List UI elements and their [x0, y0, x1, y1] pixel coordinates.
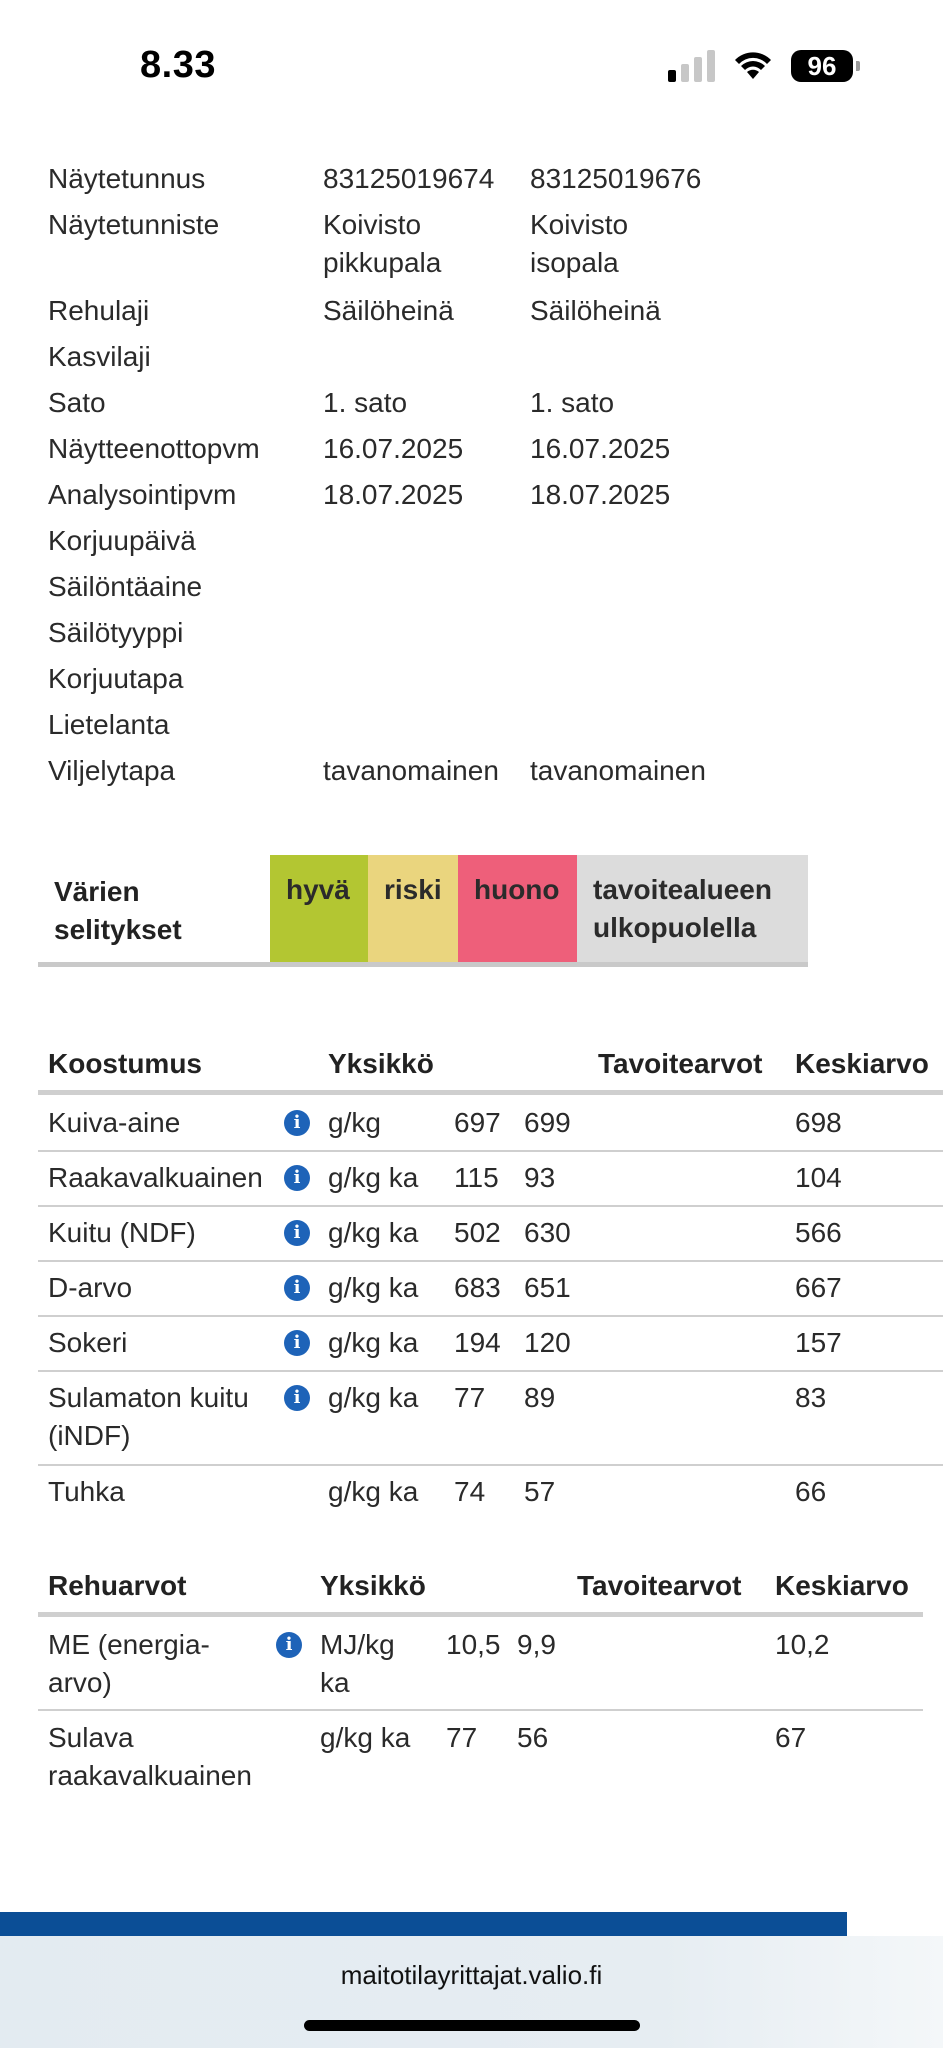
legend-outside: tavoitealueen ulkopuolella [577, 855, 808, 962]
info-value-2: 1. sato [530, 387, 615, 418]
row-name: Kuiva-aine [48, 1107, 181, 1138]
row-average: 83 [795, 1382, 827, 1413]
row-average: 66 [795, 1476, 827, 1507]
row-name: Kuitu (NDF) [48, 1217, 196, 1248]
row-value-1: 697 [454, 1107, 501, 1138]
row-value-2: 651 [524, 1272, 571, 1303]
row-value-2: 56 [517, 1722, 549, 1753]
row-unit: g/kg ka [328, 1217, 419, 1248]
brand-bar [0, 1912, 847, 1936]
info-value-2: tavanomainen [530, 755, 706, 786]
row-average: 698 [795, 1107, 842, 1138]
row-unit: g/kg ka [328, 1272, 419, 1303]
row-value-2: 93 [524, 1162, 556, 1193]
row-name: Sulava raakavalkuainen [48, 1722, 252, 1791]
row-divider [38, 1709, 923, 1711]
row-unit: g/kg ka [328, 1476, 419, 1507]
info-value-1: 18.07.2025 [323, 479, 464, 510]
row-unit: g/kg ka [328, 1162, 419, 1193]
row-divider [38, 1150, 943, 1152]
info-value-2: 83125019676 [530, 163, 702, 194]
row-value-2: 9,9 [517, 1629, 556, 1660]
legend-bad: huono [458, 855, 577, 962]
row-divider [38, 1464, 943, 1466]
row-value-1: 10,5 [446, 1629, 501, 1660]
row-divider [38, 1315, 943, 1317]
row-average: 67 [775, 1722, 807, 1753]
info-label: Säilötyyppi [48, 617, 184, 648]
row-divider [38, 1260, 943, 1262]
address-url[interactable]: maitotilayrittajat.valio.fi [340, 1960, 603, 1990]
info-label: Analysointipvm [48, 479, 237, 510]
info-label: Sato [48, 387, 106, 418]
info-label: Näytetunnus [48, 163, 206, 194]
row-value-1: 502 [454, 1217, 501, 1248]
column-header-unit: Yksikkö [320, 1570, 426, 1601]
row-value-2: 699 [524, 1107, 571, 1138]
row-unit: g/kg ka [320, 1722, 411, 1753]
column-header-name: Rehuarvot [48, 1570, 187, 1601]
row-unit: g/kg ka [328, 1382, 419, 1413]
column-header-target: Tavoitearvot [577, 1570, 742, 1601]
battery-level: 96 [807, 50, 837, 81]
info-icon[interactable]: i [284, 1110, 310, 1136]
info-label: Viljelytapa [48, 755, 176, 786]
info-icon[interactable]: i [284, 1385, 310, 1411]
info-icon[interactable]: i [284, 1275, 310, 1301]
row-divider [38, 1370, 943, 1372]
row-value-2: 57 [524, 1476, 556, 1507]
row-average: 667 [795, 1272, 842, 1303]
row-value-2: 120 [524, 1327, 571, 1358]
info-value-2: Koivisto isopala [530, 209, 629, 278]
status-time: 8.33 [140, 44, 216, 86]
row-name: Sokeri [48, 1327, 128, 1358]
column-header-average: Keskiarvo [795, 1048, 929, 1079]
header-divider [38, 1090, 943, 1095]
info-value-1: 16.07.2025 [323, 433, 464, 464]
info-value-2: 18.07.2025 [530, 479, 671, 510]
wifi-icon [733, 51, 773, 81]
browser-address-bar[interactable] [0, 1936, 943, 2048]
row-name: Sulamaton kuitu (iNDF) [48, 1382, 249, 1451]
row-name: Raakavalkuainen [48, 1162, 263, 1193]
info-icon[interactable]: i [284, 1330, 310, 1356]
info-label: Rehulaji [48, 295, 150, 326]
home-indicator[interactable] [304, 2020, 640, 2031]
row-name: ME (energia-arvo) [48, 1629, 210, 1698]
info-icon[interactable]: i [284, 1220, 310, 1246]
row-average: 104 [795, 1162, 842, 1193]
row-unit: g/kg [328, 1107, 381, 1138]
header-divider [38, 1612, 923, 1617]
column-header-unit: Yksikkö [328, 1048, 434, 1079]
info-label: Korjuutapa [48, 663, 184, 694]
column-header-name: Koostumus [48, 1048, 202, 1079]
color-legend [38, 855, 808, 967]
info-icon[interactable]: i [276, 1632, 302, 1658]
row-divider [38, 1205, 943, 1207]
column-header-target: Tavoitearvot [598, 1048, 763, 1079]
battery-icon [791, 50, 853, 82]
info-label: Lietelanta [48, 709, 170, 740]
column-header-average: Keskiarvo [775, 1570, 909, 1601]
row-value-1: 194 [454, 1327, 501, 1358]
row-average: 566 [795, 1217, 842, 1248]
info-label: Näytetunniste [48, 209, 220, 240]
info-label: Säilöntäaine [48, 571, 203, 602]
info-value-1: Säilöheinä [323, 295, 454, 326]
info-value-1: 83125019674 [323, 163, 495, 194]
row-average: 157 [795, 1327, 842, 1358]
legend-title: Värien selitykset [54, 876, 182, 945]
row-name: D-arvo [48, 1272, 133, 1303]
info-value-1: tavanomainen [323, 755, 499, 786]
info-label: Kasvilaji [48, 341, 151, 372]
row-value-1: 683 [454, 1272, 501, 1303]
row-value-1: 74 [454, 1476, 486, 1507]
status-icons [668, 50, 853, 82]
row-value-2: 630 [524, 1217, 571, 1248]
info-icon[interactable]: i [284, 1165, 310, 1191]
row-unit: g/kg ka [328, 1327, 419, 1358]
info-label: Näytteenottopvm [48, 433, 260, 464]
row-average: 10,2 [775, 1629, 830, 1660]
legend-risk: riski [368, 855, 458, 962]
row-name: Tuhka [48, 1476, 125, 1507]
row-value-1: 115 [454, 1162, 499, 1193]
row-value-1: 77 [446, 1722, 478, 1753]
info-label: Korjuupäivä [48, 525, 196, 556]
legend-good: hyvä [270, 855, 368, 962]
row-unit: MJ/kg ka [320, 1629, 395, 1698]
info-value-1: 1. sato [323, 387, 408, 418]
cellular-signal-icon [668, 50, 715, 82]
info-value-2: Säilöheinä [530, 295, 661, 326]
row-value-2: 89 [524, 1382, 556, 1413]
info-value-2: 16.07.2025 [530, 433, 671, 464]
info-value-1: Koivisto pikkupala [323, 209, 442, 278]
row-value-1: 77 [454, 1382, 486, 1413]
